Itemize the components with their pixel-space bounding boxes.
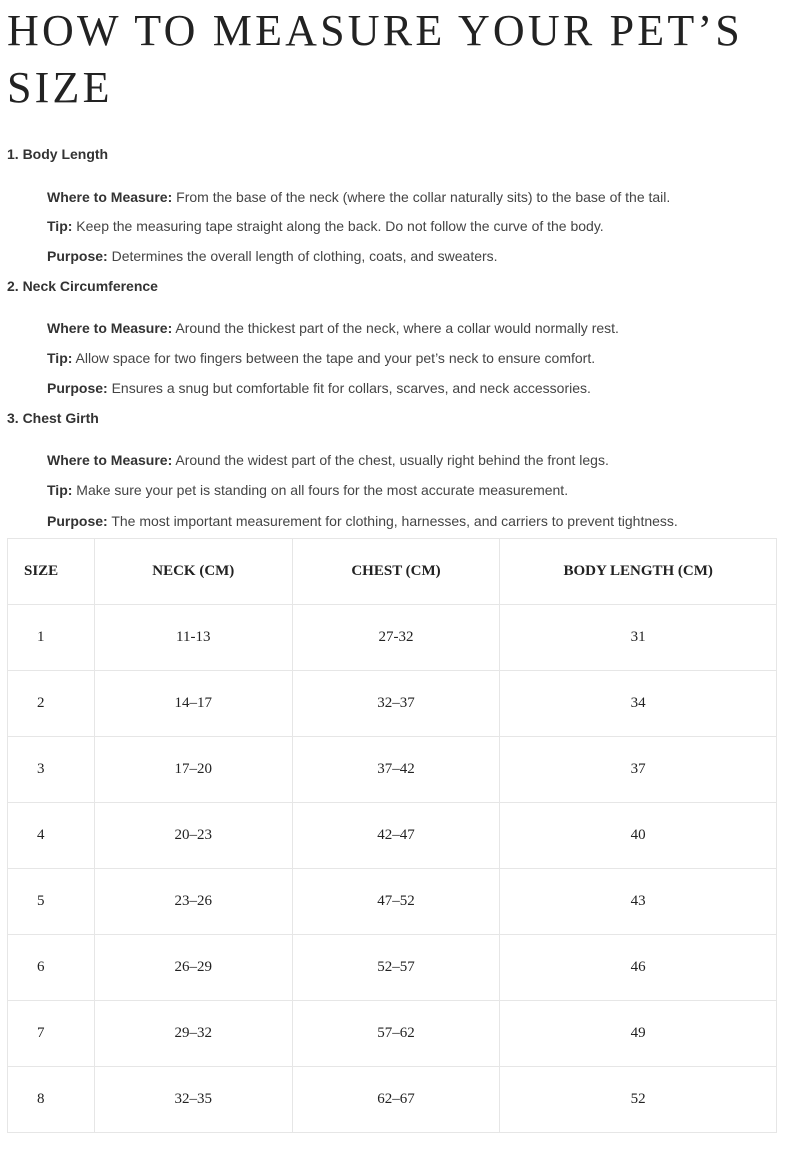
table-row [8,605,777,671]
size-cell: 7 [8,1001,95,1067]
purpose-text: The most important measurement for clothing, harnesses, and carriers to prevent tightness. [107,513,678,529]
table-row [8,869,777,935]
table-row [8,1067,777,1133]
purpose-label: Purpose: [47,380,108,396]
neck-cell: 32–35 [94,1067,292,1133]
section-heading-neck-circumference: 2. Neck Circumference [7,278,158,294]
neck-cell: 26–29 [94,935,292,1001]
tip-label: Tip: [47,350,73,366]
tip-label: Tip: [47,482,73,498]
body-length-cell: 49 [500,1001,777,1067]
body-length-cell: 52 [500,1067,777,1133]
size-cell: 3 [8,737,95,803]
size-chart-table [7,538,777,1133]
tip-text: Allow space for two fingers between the tape and your pet’s neck to ensure comfort. [72,350,596,366]
chest-cell: 42–47 [292,803,500,869]
purpose-label: Purpose: [47,248,108,264]
section-heading-chest-girth: 3. Chest Girth [7,410,99,426]
size-cell: 6 [8,935,95,1001]
purpose-label: Purpose: [47,513,108,529]
neck-cell: 17–20 [94,737,292,803]
size-cell: 4 [8,803,95,869]
where-text: From the base of the neck (where the collar naturally sits) to the base of the tail. [172,189,671,205]
body-length-purpose [47,248,498,264]
column-header-chest: CHEST (CM) [292,539,500,605]
chest-cell: 52–57 [292,935,500,1001]
body-length-where [47,189,670,205]
tip-text: Make sure your pet is standing on all fours for the most accurate measurement. [72,482,569,498]
neck-tip [47,350,595,366]
chest-cell: 27-32 [292,605,500,671]
chest-tip [47,482,568,498]
neck-cell: 20–23 [94,803,292,869]
where-label: Where to Measure: [47,452,173,468]
body-length-cell: 40 [500,803,777,869]
size-cell: 2 [8,671,95,737]
chest-where [47,452,609,468]
column-header-body-length: BODY LENGTH (CM) [500,539,777,605]
where-text: Around the thickest part of the neck, where a collar would normally rest. [172,320,619,336]
chest-cell: 57–62 [292,1001,500,1067]
chest-purpose [47,513,678,529]
table-header-row [8,539,777,605]
table-row [8,803,777,869]
table-row [8,737,777,803]
body-length-cell: 46 [500,935,777,1001]
table-row [8,1001,777,1067]
where-text: Around the widest part of the chest, usually right behind the front legs. [172,452,609,468]
tip-label: Tip: [47,218,73,234]
body-length-cell: 43 [500,869,777,935]
chest-cell: 32–37 [292,671,500,737]
column-header-size: SIZE [8,539,95,605]
neck-cell: 23–26 [94,869,292,935]
chest-cell: 37–42 [292,737,500,803]
size-cell: 1 [8,605,95,671]
table-row [8,671,777,737]
body-length-tip [47,218,604,234]
neck-cell: 11-13 [94,605,292,671]
tip-text: Keep the measuring tape straight along the back. Do not follow the curve of the body. [72,218,604,234]
neck-where [47,320,619,336]
purpose-text: Ensures a snug but comfortable fit for collars, scarves, and neck accessories. [107,380,591,396]
neck-cell: 29–32 [94,1001,292,1067]
body-length-cell: 37 [500,737,777,803]
chest-cell: 62–67 [292,1067,500,1133]
size-cell: 8 [8,1067,95,1133]
body-length-cell: 34 [500,671,777,737]
column-header-neck: NECK (CM) [94,539,292,605]
neck-cell: 14–17 [94,671,292,737]
where-label: Where to Measure: [47,189,173,205]
table-row [8,935,777,1001]
where-label: Where to Measure: [47,320,173,336]
chest-cell: 47–52 [292,869,500,935]
neck-purpose [47,380,591,396]
body-length-cell: 31 [500,605,777,671]
size-cell: 5 [8,869,95,935]
section-heading-body-length: 1. Body Length [7,146,109,162]
page-title: HOW TO MEASURE YOUR PET’S SIZE [7,6,743,112]
purpose-text: Determines the overall length of clothing, coats, and sweaters. [107,248,498,264]
